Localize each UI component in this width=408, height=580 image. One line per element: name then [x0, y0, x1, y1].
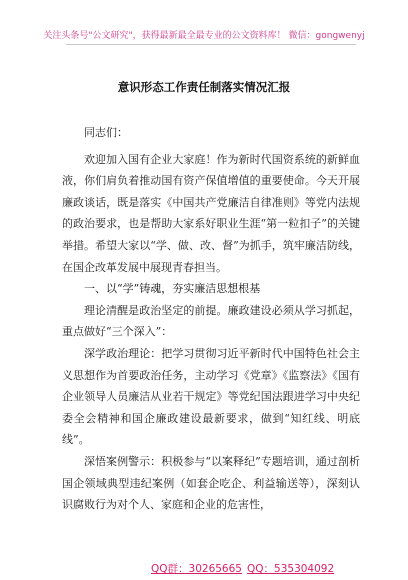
paragraph-theory: 理论清醒是政治坚定的前提。廉政建设必须从学习抓起，重点做好“三个深入”： [62, 303, 360, 339]
footer [0, 561, 408, 577]
paragraph-intro: 欢迎加入国有企业大家庭！作为新时代国资系统的新鲜血液，你们肩负着推动国有资产保值增值的重要使命。今天开展廉政谈话，既是落实《中国共产党廉洁自律准则》等党内法规的政治要求，也是帮助大家系好职业生涯“第一粒扣子”的关键举措。希望大家以“学、做、改、督”为抓手，筑牢廉洁防线，在国企改革发展中展现青春担当。 [62, 152, 360, 274]
paragraph-study: 深学政治理论：把学习贯彻习近平新时代中国特色社会主义思想作为首要政治任务，主动学习《党章》《监察法》《国有企业领导人员廉洁从业若干规定》等党纪国法跟进学习中央纪委全会精神和国企廉政建设最新要求，做到“知红线、明底线”。 [62, 346, 360, 447]
greeting: 同志们： [84, 126, 128, 139]
header-banner: 关注头条号"公文研究"，获得最新最全最专业的公文资料库！ 微信：gongwenyj [43, 31, 365, 41]
qq-contact-link[interactable]: QQ：535304092 [247, 563, 335, 575]
paragraph-cases: 深悟案例警示：积极参与“以案释纪”专题培训，通过剖析国企领域典型违纪案例（如套企吃企、利益输送等），深刻认识腐败行为对个人、家庭和企业的危害性， [62, 454, 360, 512]
section-heading-1: 一、以“学”铸魂，夯实廉洁思想根基 [84, 282, 261, 296]
header-divider [66, 44, 356, 45]
document-body [62, 122, 360, 516]
qq-group-link[interactable]: QQ群：30265665 [151, 563, 242, 575]
document-title: 意识形态工作责任制落实情况汇报 [117, 80, 291, 94]
